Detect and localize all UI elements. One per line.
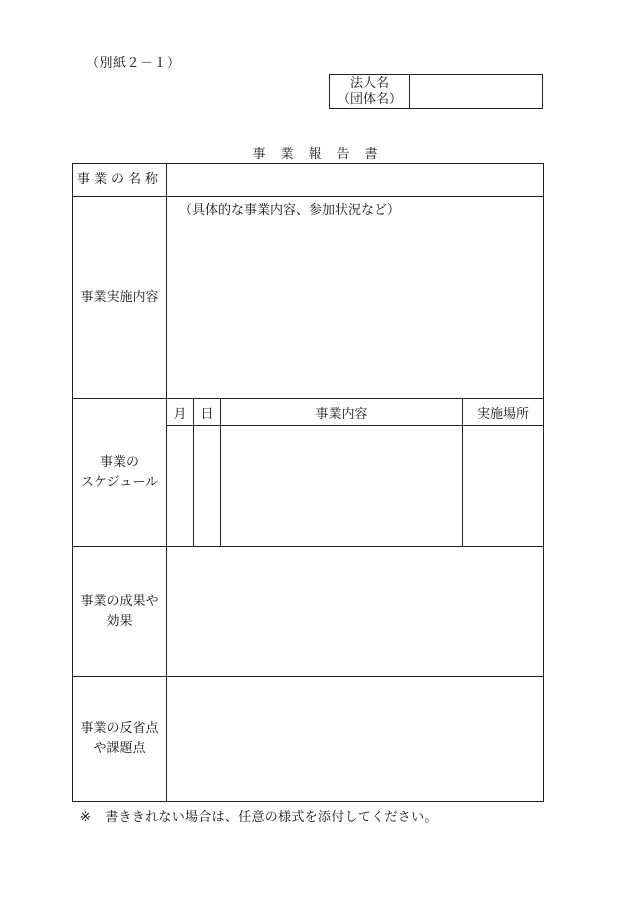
project-content-field[interactable] <box>167 197 543 398</box>
review-field[interactable] <box>167 677 543 801</box>
schedule-header-day: 日 <box>200 407 214 422</box>
schedule-header-content: 事業内容 <box>315 407 368 422</box>
results-label <box>73 547 167 676</box>
project-content-label: 事業実施内容 <box>73 197 167 398</box>
row-results <box>73 547 543 677</box>
project-name-field[interactable] <box>167 164 543 196</box>
schedule-header-place: 実施場所 <box>476 407 529 422</box>
review-label-line2: や課題点 <box>93 741 146 756</box>
row-schedule <box>73 399 543 547</box>
review-label-line1: 事業の反省点 <box>80 721 159 736</box>
report-form <box>72 163 544 802</box>
document-title: 事業報告書 <box>252 147 393 162</box>
attachment-label: （別紙２－１） <box>86 56 181 71</box>
project-content-hint: （具体的な事業内容、参加状況など） <box>179 203 401 218</box>
corporation-name-box <box>329 74 543 109</box>
schedule-header-month: 月 <box>173 407 187 422</box>
review-label <box>73 677 167 801</box>
schedule-table <box>167 399 543 546</box>
results-label-line1: 事業の成果や <box>80 593 159 609</box>
corporation-label-line2: （団体名） <box>336 91 402 107</box>
row-project-content <box>73 197 543 399</box>
row-project-name <box>73 164 543 197</box>
results-field[interactable] <box>167 547 543 676</box>
corporation-name-field[interactable] <box>410 75 542 108</box>
project-name-label: 事業の名称 <box>73 164 167 196</box>
footnote <box>80 806 438 825</box>
corporation-label-line1: 法人名 <box>349 75 389 91</box>
row-review <box>73 677 543 801</box>
schedule-label-line1: 事業の <box>99 454 139 470</box>
schedule-label-line2: スケジュール <box>80 474 159 490</box>
footnote-text: 書ききれない場合は、任意の様式を添付してください。 <box>105 810 438 825</box>
footnote-mark: ※ <box>80 810 92 825</box>
results-label-line2: 効果 <box>106 613 133 629</box>
corporation-name-label <box>330 75 410 108</box>
schedule-label <box>73 399 167 546</box>
